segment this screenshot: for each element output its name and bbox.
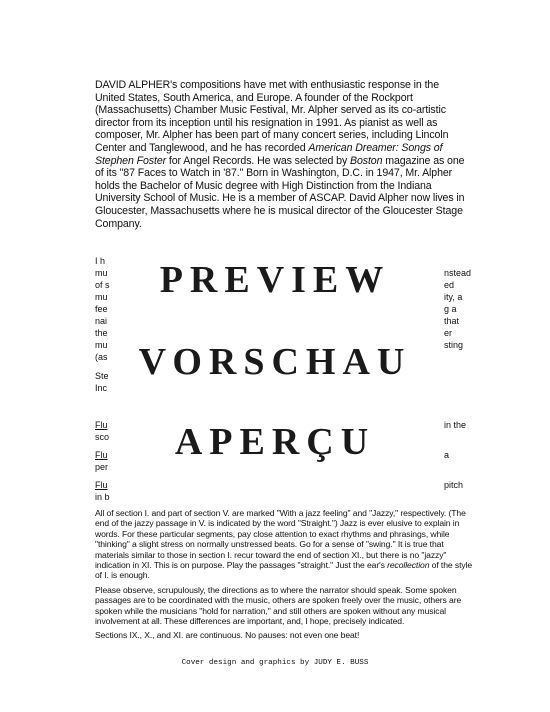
- watermark-vorschau: VORSCHAU: [138, 341, 412, 383]
- text-fragment: mu: [95, 340, 108, 350]
- text-fragment: a: [444, 450, 450, 460]
- text-fragment: Flu: [95, 420, 108, 430]
- watermark-apercu: APERÇU: [174, 421, 376, 463]
- note-text: of the style of I. is enough.: [95, 560, 473, 581]
- text-fragment: of s: [95, 280, 110, 290]
- text-fragment: sco: [95, 432, 110, 442]
- text-fragment: ity, a: [444, 292, 463, 302]
- text-fragment: nstead: [444, 268, 472, 278]
- note-emphasis: recollection: [387, 560, 430, 571]
- text-fragment: sting: [444, 340, 464, 350]
- bio-text-1: DAVID ALPHER's compositions have met with enthusiastic response in the United States, South America, and Europe. A founder of the Rockport (Massachusetts) Chamber Music Festival, Mr. Alpher served as its co-artistic director from its inception until his resignation in 1991. As pianist as well as composer, Mr. Alpher has been part of many concert series, including Lincoln Center and Tanglewood, and he has recorded: [95, 79, 449, 154]
- text-fragment: in the: [444, 420, 467, 430]
- performance-note-narrator: Please observe, scrupulously, the directions as to where the narrator should speak. Some spoken passages are to be coordinated with the music, others are spoken freely over the music, others are spoken while the musicians "hold for narration," and still others are spoken without any musical involvement at all. These differences are important, and, I hope, precisely indicated.: [95, 585, 462, 627]
- watermark-preview: PREVIEW: [159, 259, 391, 301]
- bio-text-2: for Angel Records. He was selected by: [166, 154, 350, 167]
- cover-credit: Cover design and graphics by JUDY E. BUSS: [181, 659, 369, 667]
- performance-note-jazz: [95, 508, 475, 581]
- text-fragment: in b: [95, 492, 110, 502]
- album-title: American Dreamer: Songs of Stephen Foster: [95, 141, 443, 167]
- text-fragment: mu: [95, 292, 108, 302]
- text-fragment: ed: [444, 280, 455, 290]
- text-fragment: Ste: [95, 371, 109, 381]
- text-fragment: fee: [95, 304, 108, 314]
- text-fragment: Inc: [95, 383, 108, 393]
- text-fragment: I h: [95, 256, 106, 266]
- text-fragment: Flu: [95, 480, 108, 490]
- text-fragment: that: [444, 316, 460, 326]
- text-fragment: (as: [95, 352, 108, 362]
- text-fragment: nai: [95, 316, 108, 326]
- text-fragment: Flu: [95, 450, 108, 460]
- text-fragment: er: [444, 328, 453, 338]
- bio-text-3: magazine as one of its "87 Faces to Watch in '87." Born in Washington, D.C. in 1947, Mr. Alpher holds the Bachelor of Music degree with High Distinction from the Indiana University School of Music. He is a member of ASCAP. David Alpher now lives in Gloucester, Massachusetts where he is musical director of the Gloucester Stage Company.: [95, 154, 465, 230]
- text-fragment: g a: [444, 304, 457, 314]
- performance-note-continuity: Sections IX., X., and XI. are continuous. No pauses: not even one beat!: [95, 630, 360, 640]
- text-fragment: mu: [95, 268, 108, 278]
- composer-biography: [95, 79, 467, 230]
- text-fragment: the: [95, 328, 108, 338]
- text-fragment: pitch: [444, 480, 464, 490]
- magazine-name: Boston: [349, 154, 383, 167]
- note-text: All of section I. and part of section V. are marked "With a jazz feeling" and "Jazzy," respectively. (The end of the jazzy passage in V. is indicated by the word "Straight.") Jazz is ever elusive to explain in words. For these particular segments, pay close attention to exact rhythms and phrasings, while "thinking" a slight stress on normally unstressed beats. Go for a sense of "swing." It is true that materials similar to those in section I. recur toward the end of section XI., but there is no "jazzy" indication in XI. This is on purpose. Play the passages "straight." Just the ear's: [95, 508, 466, 571]
- text-fragment: per: [95, 462, 109, 472]
